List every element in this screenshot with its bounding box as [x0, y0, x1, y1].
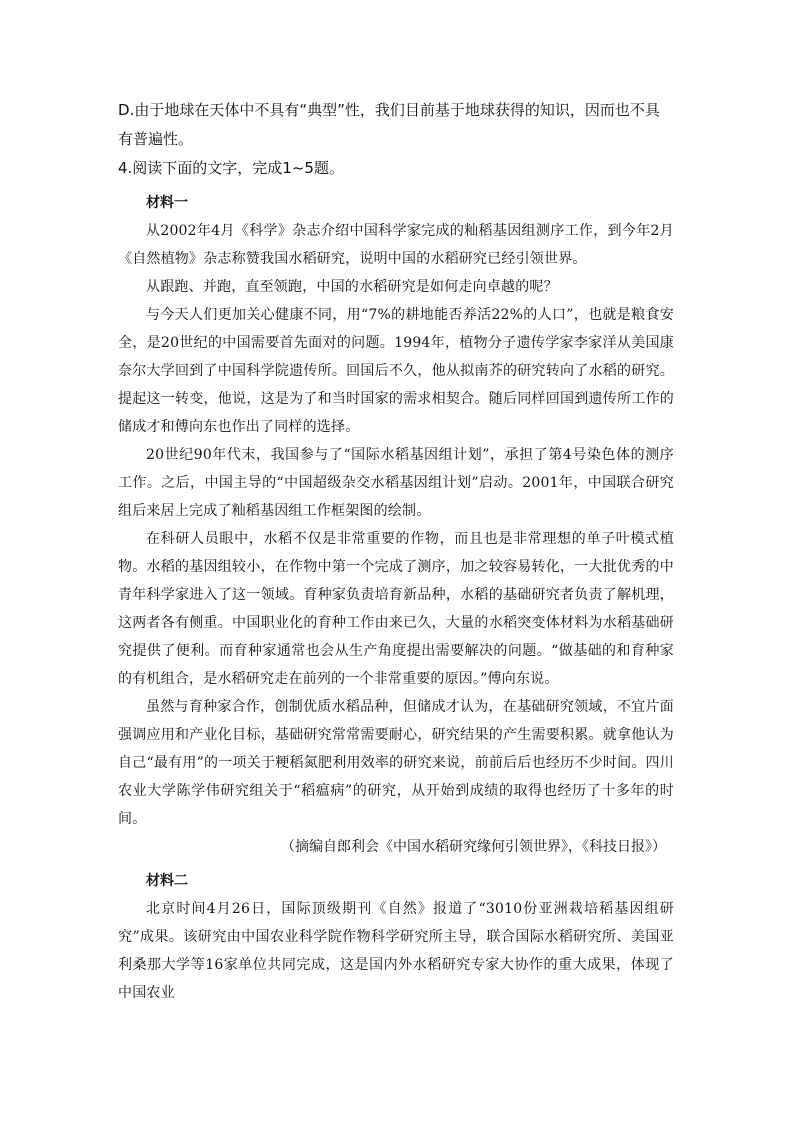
material-2-title: 材料二	[146, 873, 188, 889]
document-page	[118, 96, 674, 1007]
material-1-source: （摘编自郎利会《中国水稻研究缘何引领世界》，《科技日报》）	[281, 839, 666, 855]
material-1-paragraph: 20世纪90年代末，我国参与了“国际水稻基因组计划”，承担了第4号染色体的测序工作。之后，中国主导的“中国超级杂交水稻基因组计划”启动。2001年，中国联合研究组后来居上完成了籼稻基因组工作框架图的绘制。	[118, 447, 674, 519]
material-2-paragraph: 北京时间4月26日，国际顶级期刊《自然》报道了“3010份亚洲栽培稻基因组研究”成果。该研究由中国农业科学院作物科学研究所主导，联合国际水稻研究所、美国亚利桑那大学等16家单位共同完成，这是国内外水稻研究专家大协作的重大成果，体现了中国农业	[118, 901, 674, 1001]
option-d: D.由于地球在天体中不具有“典型”性，我们目前基于地球获得的知识，因而也不具有普遍性。	[118, 101, 660, 148]
material-1-title: 材料一	[146, 195, 188, 211]
material-1-paragraph: 虽然与育种家合作，创制优质水稻品种，但储成才认为，在基础研究领域，不宜片面强调应用和产业化目标，基础研究常常需要耐心，研究结果的产生需要积累。就拿他认为自己“最有用”的一项关于粳稻氮肥利用效率的研究来说，前前后后也经历不少时间。四川农业大学陈学伟研究组关于“稻瘟病”的研究，从开始到成绩的取得也经历了十多年的时间。	[118, 699, 674, 827]
material-1-paragraph: 从跟跑、并跑，直至领跑，中国的水稻研究是如何走向卓越的呢？	[146, 279, 558, 295]
material-1-paragraph: 与今天人们更加关心健康不同，用“7%的耕地能否养活22%的人口”，也就是粮食安全，是20世纪的中国需要首先面对的问题。1994年，植物分子遗传学家李家洋从美国康奈尔大学回到了中国科学院遗传所。回国后不久，他从拟南芥的研究转向了水稻的研究。提起这一转变，他说，这是为了和当时国家的需求相契合。随后同样回国到遗传所工作的储成才和傅向东也作出了同样的选择。	[118, 307, 674, 435]
material-1-paragraph: 在科研人员眼中，水稻不仅是非常重要的作物，而且也是非常理想的单子叶模式植物。水稻的基因组较小，在作物中第一个完成了测序，加之较容易转化，一大批优秀的中青年科学家进入了这一领域。育种家负责培育新品种，水稻的基础研究者负责了解机理，这两者各有侧重。中国职业化的育种工作由来已久，大量的水稻突变体材料为水稻基础研究提供了便利。而育种家通常也会从生产角度提出需要解决的问题。“做基础的和育种家的有机组合，是水稻研究走在前列的一个非常重要的原因。”傅向东说。	[118, 531, 674, 687]
question-4-prompt: 4.阅读下面的文字，完成1~5题。	[118, 159, 344, 177]
material-1-paragraph: 从2002年4月《科学》杂志介绍中国科学家完成的籼稻基因组测序工作，到今年2月《自然植物》杂志称赞我国水稻研究，说明中国的水稻研究已经引领世界。	[118, 223, 674, 267]
